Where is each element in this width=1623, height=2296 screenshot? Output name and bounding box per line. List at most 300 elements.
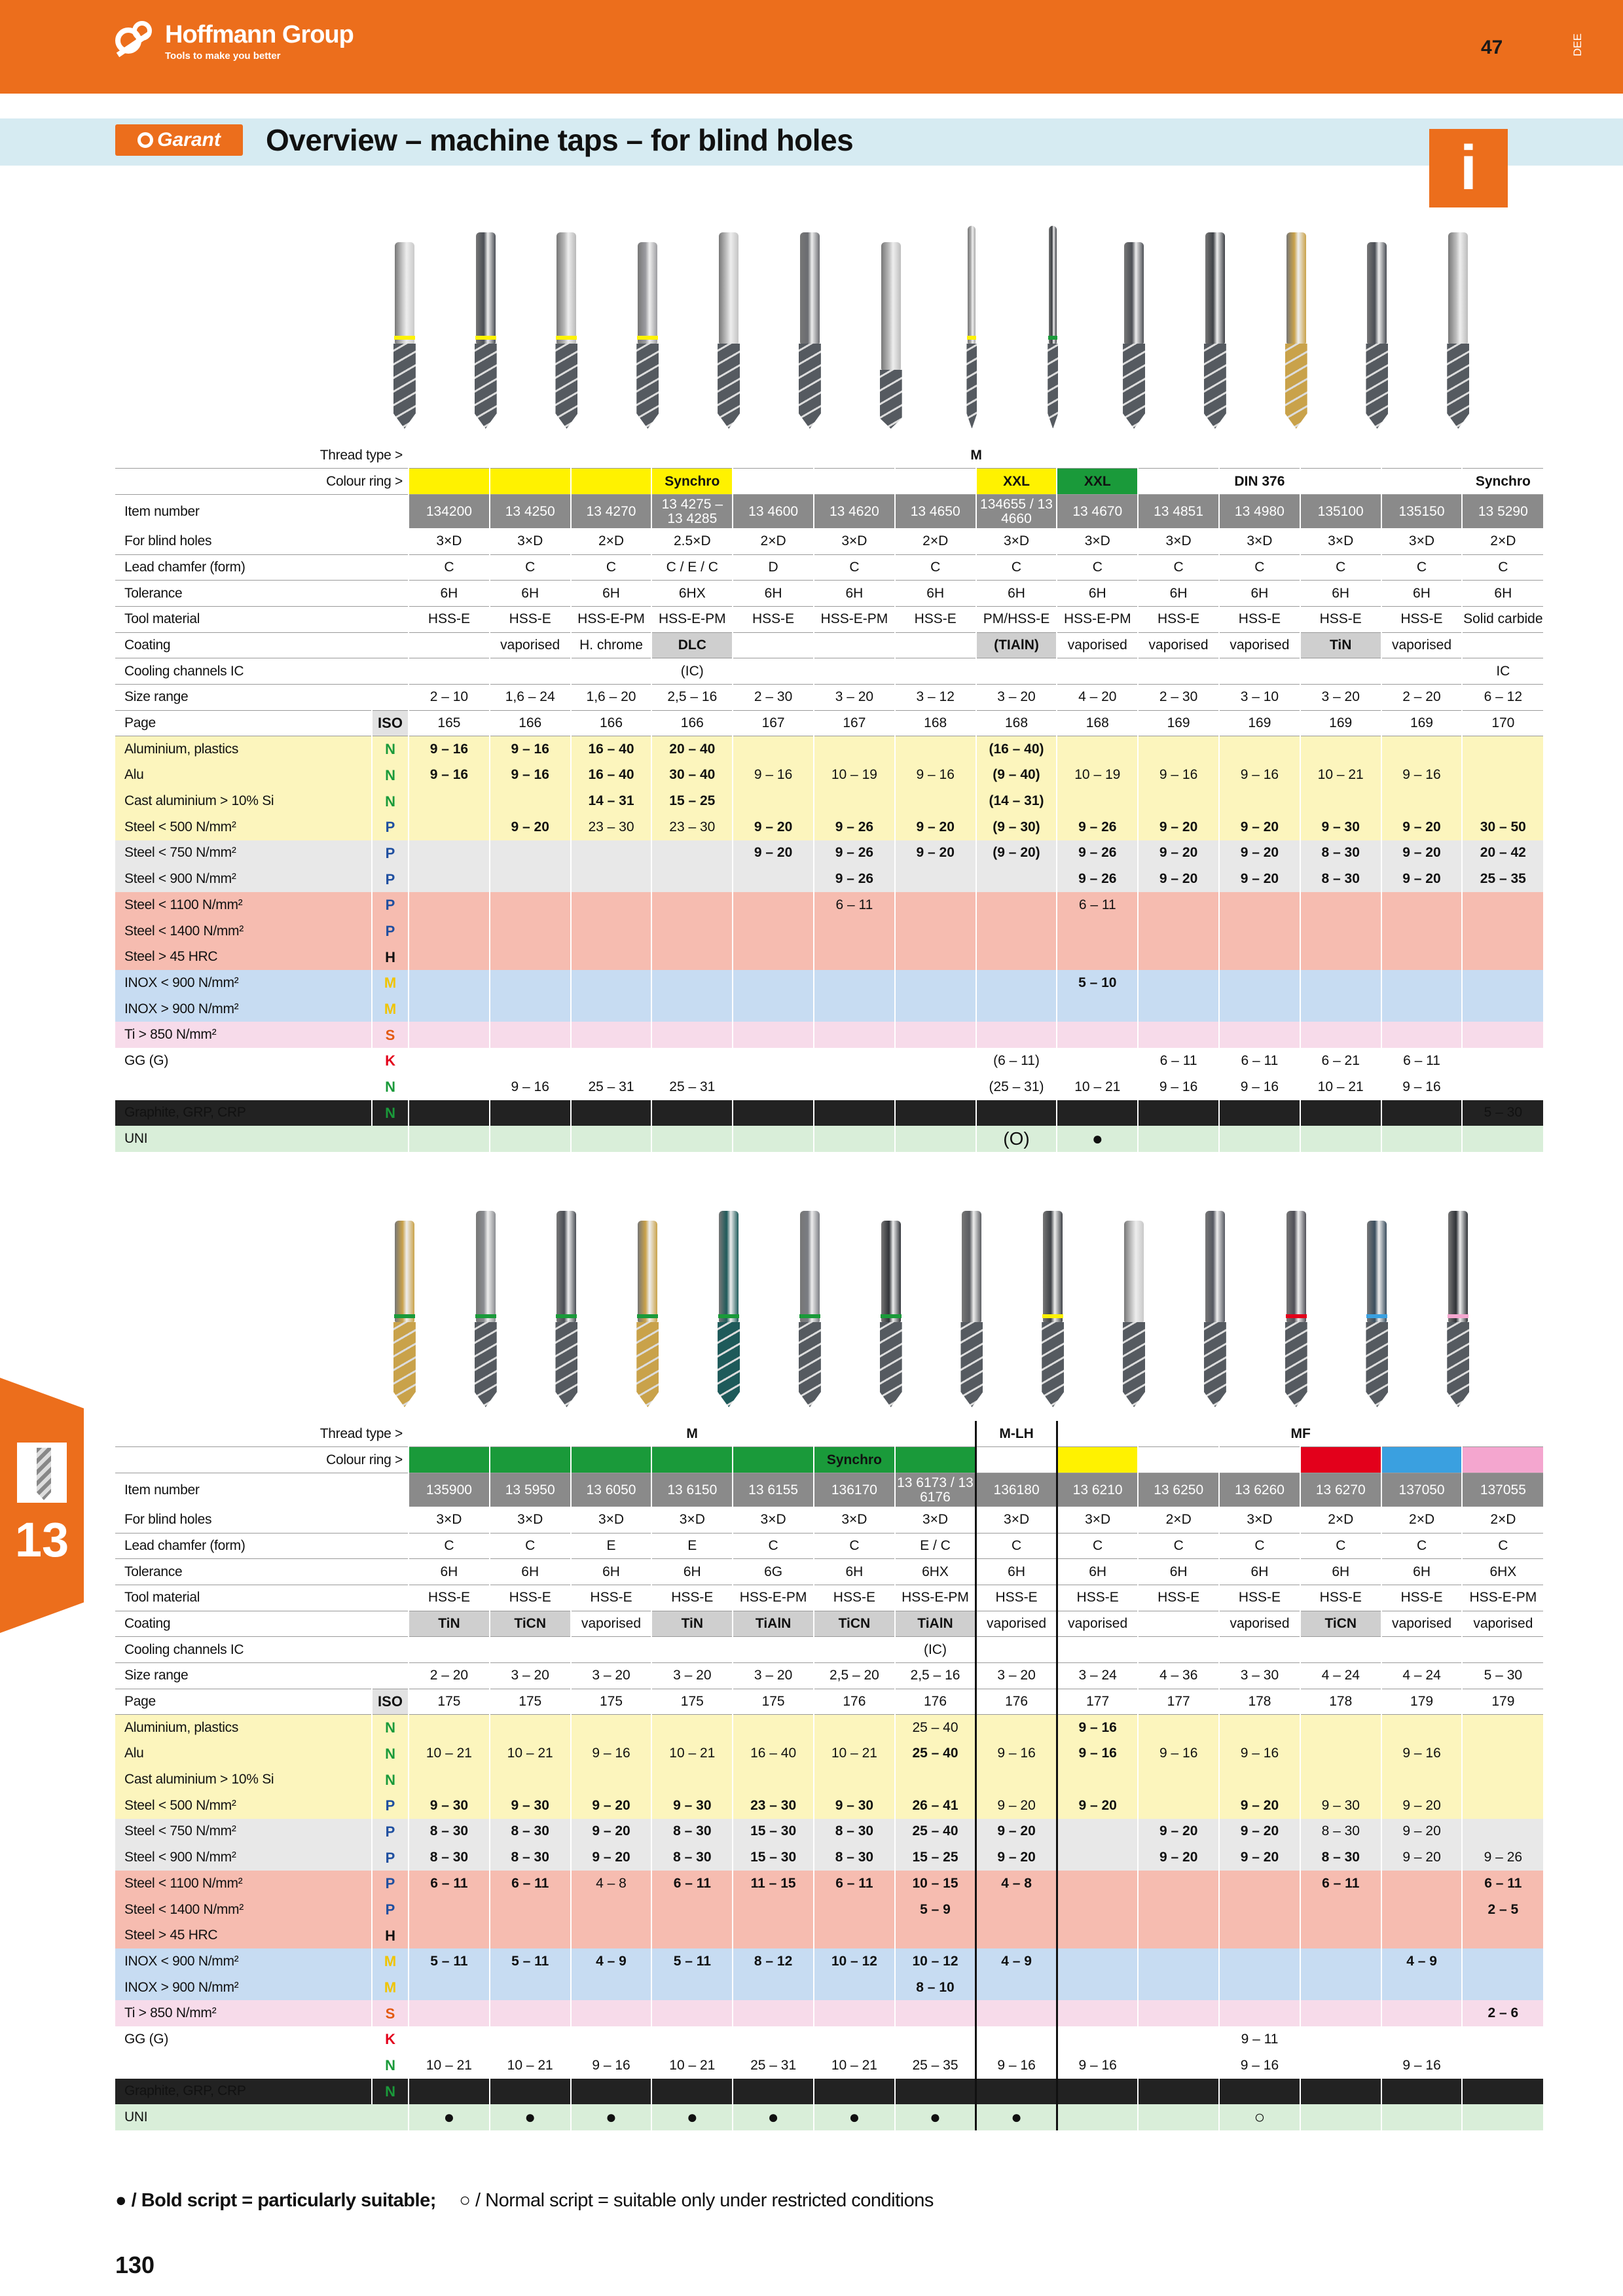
suitability-cell: 10 – 21 <box>490 1741 571 1767</box>
suitability-cell <box>1381 1897 1463 1923</box>
item-number-cell: 13 5950 <box>490 1473 571 1507</box>
suitability-cell <box>895 2000 976 2026</box>
material-label: Steel < 500 N/mm² <box>115 814 372 840</box>
suitability-cell: 9 – 16 <box>1219 1741 1300 1767</box>
suitability-cell <box>895 1922 976 1948</box>
item-number-cell: 13 4980 <box>1219 494 1300 528</box>
coat-cell: vaporised <box>1462 1611 1543 1637</box>
suitability-cell: 9 – 16 <box>409 762 490 789</box>
tap-tool-image <box>607 226 688 429</box>
suitability-cell: 10 – 19 <box>1057 762 1138 789</box>
chamfer-cell: C <box>976 554 1057 581</box>
suitability-cell <box>1138 1871 1219 1897</box>
suitability-cell <box>733 944 814 970</box>
tap-tool-image <box>1417 1204 1499 1407</box>
blind-cell: 2×D <box>895 528 976 554</box>
tol-cell: 6H <box>1300 1559 1381 1585</box>
row-label-colour-ring: Colour ring > <box>115 1447 409 1473</box>
suitability-cell: 6 – 11 <box>1300 1871 1381 1897</box>
suitability-cell <box>409 1100 490 1126</box>
garant-badge <box>115 124 243 156</box>
size-cell: 2 – 30 <box>1138 685 1219 711</box>
blind-cell: 2×D <box>1138 1507 1219 1533</box>
suitability-cell: 9 – 20 <box>571 1819 652 1845</box>
suitability-cell: 9 – 16 <box>1057 2053 1138 2079</box>
suitability-cell <box>1381 1715 1463 1741</box>
suitability-cell <box>490 866 571 892</box>
tol-cell: 6H <box>895 581 976 607</box>
tol-cell: 6HX <box>651 581 733 607</box>
chamfer-cell: C <box>1219 1533 1300 1559</box>
page-cell: 175 <box>571 1689 652 1715</box>
colour-ring-cell <box>895 469 976 495</box>
suitability-cell <box>571 1048 652 1074</box>
suitability-cell <box>976 2000 1057 2026</box>
mat-cell: HSS-E <box>733 606 814 632</box>
suitability-cell: (25 – 31) <box>976 1074 1057 1100</box>
blind-cell: 2×D <box>1462 1507 1543 1533</box>
coat-cell: TiAlN <box>733 1611 814 1637</box>
chamfer-cell: C <box>490 554 571 581</box>
suitability-cell <box>733 918 814 944</box>
material-label: Ti > 850 N/mm² <box>115 2000 372 2026</box>
tap-tool-image <box>1417 226 1499 429</box>
suitability-cell <box>1057 1844 1138 1871</box>
suitability-cell: 9 – 16 <box>490 736 571 762</box>
colour-ring-mark <box>637 336 658 340</box>
material-label: Aluminium, plastics <box>115 1715 372 1741</box>
suitability-cell: 6 – 11 <box>1381 1048 1463 1074</box>
blind-cell: 3×D <box>490 528 571 554</box>
suitability-cell <box>895 918 976 944</box>
suitability-cell <box>1138 892 1219 918</box>
material-label: INOX < 900 N/mm² <box>115 970 372 996</box>
suitability-cell <box>814 1975 895 2001</box>
suitability-cell <box>733 970 814 996</box>
suitability-cell <box>976 866 1057 892</box>
suitability-cell <box>976 1767 1057 1793</box>
suitability-cell: 9 – 16 <box>1138 1074 1219 1100</box>
row-label-uni: UNI <box>115 1126 409 1152</box>
tap-tool-image <box>1012 226 1093 429</box>
suitability-cell: 23 – 30 <box>571 814 652 840</box>
coat-cell: TiAlN <box>895 1611 976 1637</box>
suitability-cell <box>1462 1819 1543 1845</box>
chamfer-cell: C <box>1219 554 1300 581</box>
colour-ring-cell <box>571 1447 652 1473</box>
catalogue-page-number: 47 <box>1481 37 1503 58</box>
suitability-cell <box>409 1074 490 1100</box>
iso-code: P <box>372 814 409 840</box>
coat-cell: vaporised <box>571 1611 652 1637</box>
suitability-cell: 5 – 11 <box>651 1948 733 1975</box>
coat-cell: vaporised <box>490 632 571 658</box>
suitability-cell <box>571 1022 652 1048</box>
suitability-cell <box>976 1975 1057 2001</box>
material-label: GG (G) <box>115 2026 372 2053</box>
iso-code: P <box>372 892 409 918</box>
suitability-cell: 10 – 21 <box>490 2053 571 2079</box>
page-cell: 166 <box>651 710 733 736</box>
iso-code: P <box>372 1844 409 1871</box>
suitability-cell <box>1057 1948 1138 1975</box>
suitability-cell <box>1219 1975 1300 2001</box>
brand-name: Hoffmann Group <box>165 21 354 48</box>
suitability-cell: 23 – 30 <box>651 814 733 840</box>
tap-tool-image <box>850 226 932 429</box>
logo-icon <box>115 21 157 59</box>
row-label-thread-type: Thread type > <box>115 442 409 469</box>
tol-cell: 6H <box>1381 581 1463 607</box>
spec-table-top <box>115 442 1543 1152</box>
suitability-cell <box>976 2079 1057 2105</box>
suitability-cell <box>1138 2079 1219 2105</box>
material-label: Steel < 1100 N/mm² <box>115 892 372 918</box>
suitability-cell: 6 – 11 <box>1219 1048 1300 1074</box>
page-cell: 166 <box>490 710 571 736</box>
colour-ring-mark <box>637 1314 658 1318</box>
suitability-cell <box>1381 892 1463 918</box>
tol-cell: 6H <box>571 1559 652 1585</box>
suitability-cell <box>1057 1100 1138 1126</box>
suitability-cell <box>814 736 895 762</box>
suitability-cell: 5 – 11 <box>490 1948 571 1975</box>
iso-code: P <box>372 866 409 892</box>
suitability-cell <box>1462 1767 1543 1793</box>
suitability-cell <box>976 892 1057 918</box>
colour-ring-cell <box>733 1447 814 1473</box>
suitability-cell <box>490 1897 571 1923</box>
colour-ring-cell: DIN 376 <box>1219 469 1300 495</box>
suitability-cell <box>651 970 733 996</box>
suitability-cell <box>814 970 895 996</box>
item-number-cell: 134200 <box>409 494 490 528</box>
suitability-cell: 10 – 21 <box>1057 1074 1138 1100</box>
suitability-cell <box>1462 1922 1543 1948</box>
thread-type-cell: M-LH <box>976 1421 1057 1447</box>
suitability-cell <box>571 866 652 892</box>
colour-ring-mark <box>394 1314 415 1318</box>
suitability-cell <box>814 1922 895 1948</box>
uni-cell: ● <box>895 2104 976 2130</box>
suitability-cell <box>1300 2026 1381 2053</box>
suitability-cell: 2 – 5 <box>1462 1897 1543 1923</box>
blind-cell: 3×D <box>490 1507 571 1533</box>
suitability-cell <box>409 1715 490 1741</box>
suitability-cell <box>895 788 976 814</box>
suitability-cell <box>651 2000 733 2026</box>
cool-cell <box>1462 1637 1543 1663</box>
suitability-cell: 9 – 16 <box>1057 1715 1138 1741</box>
suitability-cell <box>1138 2026 1219 2053</box>
cool-cell: (IC) <box>651 658 733 685</box>
page-cell: 179 <box>1381 1689 1463 1715</box>
suitability-cell: 9 – 26 <box>1462 1844 1543 1871</box>
suitability-cell <box>1300 1897 1381 1923</box>
size-cell: 3 – 10 <box>1219 685 1300 711</box>
suitability-cell <box>733 1767 814 1793</box>
suitability-cell: 9 – 20 <box>1219 814 1300 840</box>
suitability-cell: 10 – 21 <box>1300 762 1381 789</box>
suitability-cell: 9 – 30 <box>651 1793 733 1819</box>
tol-cell: 6H <box>490 581 571 607</box>
suitability-cell <box>895 1767 976 1793</box>
suitability-cell <box>1462 944 1543 970</box>
suitability-cell <box>490 2079 571 2105</box>
suitability-cell <box>490 944 571 970</box>
suitability-cell <box>1138 1100 1219 1126</box>
suitability-cell <box>814 1022 895 1048</box>
tap-tool-icon <box>14 1440 69 1505</box>
suitability-cell <box>409 944 490 970</box>
suitability-cell <box>1138 944 1219 970</box>
suitability-cell <box>1057 2000 1138 2026</box>
page-cell: 168 <box>1057 710 1138 736</box>
coat-cell: vaporised <box>1381 632 1463 658</box>
suitability-cell <box>895 892 976 918</box>
page-cell: 169 <box>1300 710 1381 736</box>
item-number-cell: 136170 <box>814 1473 895 1507</box>
suitability-cell <box>1462 736 1543 762</box>
chamfer-cell: C <box>1462 554 1543 581</box>
item-number-cell: 13 6150 <box>651 1473 733 1507</box>
suitability-cell: 15 – 25 <box>895 1844 976 1871</box>
cool-cell <box>490 1637 571 1663</box>
material-label: INOX < 900 N/mm² <box>115 1948 372 1975</box>
page-cell: 178 <box>1219 1689 1300 1715</box>
tol-cell: 6H <box>976 581 1057 607</box>
uni-cell: (O) <box>976 1126 1057 1152</box>
iso-code: K <box>372 1048 409 1074</box>
suitability-cell: 10 – 19 <box>814 762 895 789</box>
suitability-cell <box>490 892 571 918</box>
suitability-cell <box>1138 1922 1219 1948</box>
suitability-cell <box>409 892 490 918</box>
tol-cell: 6H <box>1219 581 1300 607</box>
suitability-cell <box>651 1767 733 1793</box>
iso-code: N <box>372 1741 409 1767</box>
item-number-cell: 13 4620 <box>814 494 895 528</box>
suitability-cell: 9 – 20 <box>571 1844 652 1871</box>
mat-cell: HSS-E <box>814 1585 895 1611</box>
suitability-cell <box>1381 2079 1463 2105</box>
suitability-cell <box>490 2026 571 2053</box>
suitability-cell <box>1057 1922 1138 1948</box>
material-label: Ti > 850 N/mm² <box>115 1022 372 1048</box>
suitability-cell <box>976 1022 1057 1048</box>
suitability-cell <box>1462 1975 1543 2001</box>
suitability-cell: 25 – 40 <box>895 1741 976 1767</box>
row-label-tol: Tolerance <box>115 581 409 607</box>
uni-cell: ● <box>571 2104 652 2130</box>
chapter-tab[interactable] <box>0 1378 84 1633</box>
chamfer-cell: E <box>651 1533 733 1559</box>
blind-cell: 3×D <box>1219 1507 1300 1533</box>
suitability-cell <box>1381 1100 1463 1126</box>
suitability-cell: 9 – 16 <box>1381 1741 1463 1767</box>
suitability-cell: 9 – 30 <box>490 1793 571 1819</box>
colour-ring-mark <box>475 1314 496 1318</box>
uni-cell <box>1462 2104 1543 2130</box>
item-number-cell: 13 6260 <box>1219 1473 1300 1507</box>
uni-cell <box>1219 1126 1300 1152</box>
suitability-cell <box>571 996 652 1022</box>
suitability-cell <box>1462 762 1543 789</box>
cool-cell <box>1219 1637 1300 1663</box>
chamfer-cell: C <box>1381 554 1463 581</box>
suitability-cell: 25 – 40 <box>895 1819 976 1845</box>
iso-code: P <box>372 1819 409 1845</box>
row-label-uni: UNI <box>115 2104 409 2130</box>
suitability-cell <box>1057 1819 1138 1845</box>
row-label-item-number: Item number <box>124 503 200 519</box>
cool-cell <box>490 658 571 685</box>
blind-cell: 2×D <box>733 528 814 554</box>
suitability-cell: 9 – 16 <box>1381 1074 1463 1100</box>
row-label-mat: Tool material <box>115 1585 409 1611</box>
suitability-cell: 6 – 11 <box>409 1871 490 1897</box>
tap-tool-image <box>1093 1204 1175 1407</box>
suitability-cell: 9 – 16 <box>895 762 976 789</box>
size-cell: 2,5 – 16 <box>895 1663 976 1689</box>
cool-cell <box>1057 1637 1138 1663</box>
iso-code: M <box>372 996 409 1022</box>
suitability-cell: 9 – 26 <box>814 866 895 892</box>
suitability-cell: (14 – 31) <box>976 788 1057 814</box>
suitability-cell <box>1462 1793 1543 1819</box>
garant-label: Garant <box>157 129 221 151</box>
suitability-cell <box>571 1715 652 1741</box>
iso-code: S <box>372 1022 409 1048</box>
cool-cell <box>1381 1637 1463 1663</box>
suitability-cell <box>1138 1975 1219 2001</box>
suitability-cell <box>1462 2079 1543 2105</box>
suitability-cell: (6 – 11) <box>976 1048 1057 1074</box>
coat-cell: vaporised <box>1057 632 1138 658</box>
mat-cell: PM/HSS-E <box>976 606 1057 632</box>
suitability-cell: 8 – 30 <box>1300 866 1381 892</box>
blind-cell: 3×D <box>651 1507 733 1533</box>
size-cell: 2,5 – 20 <box>814 1663 895 1689</box>
suitability-cell: 9 – 20 <box>1219 1844 1300 1871</box>
suitability-cell <box>814 996 895 1022</box>
mat-cell: HSS-E <box>409 1585 490 1611</box>
tol-cell: 6H <box>976 1559 1057 1585</box>
coat-cell <box>733 632 814 658</box>
open-circle-icon: ○ <box>459 2190 471 2211</box>
suitability-cell: 9 – 16 <box>1138 762 1219 789</box>
suitability-cell: 9 – 20 <box>1381 814 1463 840</box>
coat-cell: DLC <box>651 632 733 658</box>
suitability-cell: 4 – 9 <box>1381 1948 1463 1975</box>
colour-ring-cell <box>409 1447 490 1473</box>
colour-ring-cell <box>976 1447 1057 1473</box>
suitability-cell: 10 – 21 <box>409 1741 490 1767</box>
page-title: Overview – machine taps – for blind holes <box>266 123 854 157</box>
suitability-cell: 9 – 16 <box>976 1741 1057 1767</box>
suitability-cell <box>1138 1897 1219 1923</box>
cool-cell <box>814 1637 895 1663</box>
suitability-cell: 4 – 8 <box>571 1871 652 1897</box>
suitability-cell <box>733 1100 814 1126</box>
tool-images-top <box>364 226 1499 429</box>
suitability-cell <box>409 866 490 892</box>
cool-cell <box>651 1637 733 1663</box>
material-label: Steel > 45 HRC <box>115 1922 372 1948</box>
tol-cell: 6H <box>814 581 895 607</box>
tap-tool-image <box>445 1204 526 1407</box>
tol-cell: 6H <box>814 1559 895 1585</box>
language-code: DEE <box>1571 33 1584 56</box>
suitability-cell <box>895 1048 976 1074</box>
suitability-cell <box>1057 2079 1138 2105</box>
suitability-cell: 9 – 16 <box>409 736 490 762</box>
colour-ring-cell <box>733 469 814 495</box>
iso-code: N <box>372 736 409 762</box>
blind-cell: 3×D <box>1219 528 1300 554</box>
tap-tool-image <box>769 226 850 429</box>
iso-header: ISO <box>372 1689 409 1715</box>
tap-tool-image <box>1093 226 1175 429</box>
material-label: CuZn <box>115 1074 372 1100</box>
tap-tool-image <box>769 1204 850 1407</box>
brand-logo <box>115 21 354 62</box>
suitability-cell <box>409 1975 490 2001</box>
suitability-cell <box>1462 1948 1543 1975</box>
uni-cell <box>1381 2104 1463 2130</box>
uni-cell <box>409 1126 490 1152</box>
suitability-cell <box>1381 736 1463 762</box>
tap-tool-image <box>1256 226 1337 429</box>
mat-cell: HSS-E-PM <box>1462 1585 1543 1611</box>
suitability-cell <box>571 840 652 867</box>
tol-cell: 6H <box>571 581 652 607</box>
suitability-cell <box>1300 1922 1381 1948</box>
suitability-cell <box>895 736 976 762</box>
suitability-cell <box>1381 788 1463 814</box>
suitability-cell <box>571 2000 652 2026</box>
suitability-cell <box>1219 2000 1300 2026</box>
suitability-cell: 14 – 31 <box>571 788 652 814</box>
suitability-cell: 9 – 20 <box>1138 840 1219 867</box>
size-cell: 3 – 20 <box>651 1663 733 1689</box>
suitability-cell: 9 – 26 <box>1057 840 1138 867</box>
info-icon[interactable]: i <box>1429 129 1508 207</box>
suitability-cell: 5 – 30 <box>1462 1100 1543 1126</box>
suitability-cell <box>651 840 733 867</box>
suitability-cell <box>651 918 733 944</box>
suitability-cell: 9 – 20 <box>1381 866 1463 892</box>
uni-cell <box>571 1126 652 1152</box>
colour-ring-cell <box>1138 469 1219 495</box>
tap-tool-image <box>1337 1204 1418 1407</box>
suitability-cell <box>1300 1741 1381 1767</box>
suitability-cell <box>814 2079 895 2105</box>
suitability-cell: 9 – 26 <box>1057 866 1138 892</box>
suitability-cell <box>490 1975 571 2001</box>
suitability-cell: 9 – 20 <box>1219 840 1300 867</box>
chamfer-cell: C <box>814 1533 895 1559</box>
uni-cell: ● <box>976 2104 1057 2130</box>
item-number-cell: 13 4851 <box>1138 494 1219 528</box>
suitability-cell: 25 – 35 <box>895 2053 976 2079</box>
blind-cell: 3×D <box>1057 528 1138 554</box>
suitability-cell <box>1219 788 1300 814</box>
suitability-cell <box>1462 970 1543 996</box>
suitability-cell <box>1462 2053 1543 2079</box>
suitability-cell <box>733 736 814 762</box>
row-label-colour-ring: Colour ring > <box>115 469 409 495</box>
